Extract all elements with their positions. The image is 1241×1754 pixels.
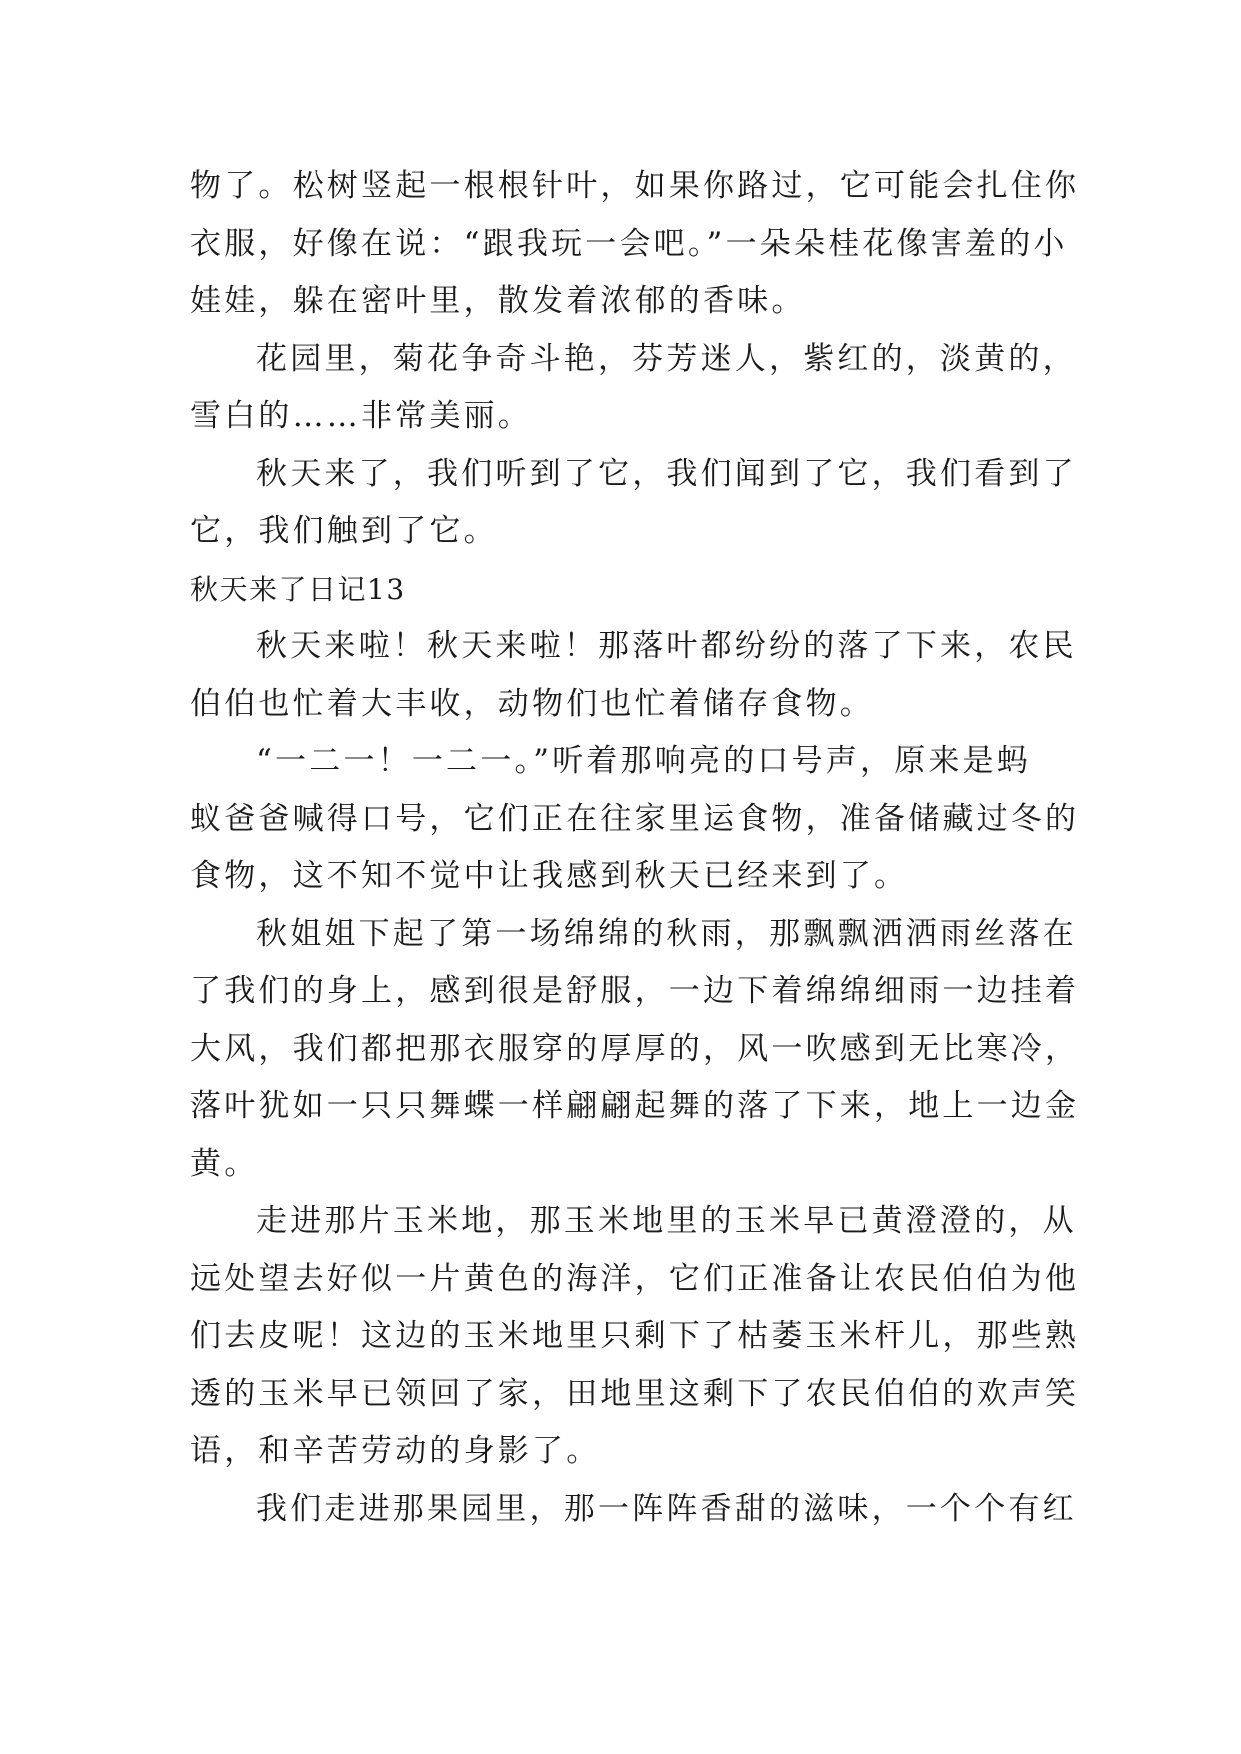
text-line: 物了。松树竖起一根根针叶，如果你路过，它可能会扎住你: [190, 168, 1080, 204]
text-line: 衣服，好像在说：“跟我玩一会吧。”一朵朵桂花像害羞的小: [190, 225, 1068, 262]
text-line: 透的玉米早已领回了家，田地里这剩下了农民伯伯的欢声笑: [190, 1375, 1080, 1412]
text-line: 雪白的……非常美丽。: [190, 398, 532, 434]
text-line: 远处望去好似一片黄色的海洋，它们正准备让农民伯伯为他: [190, 1260, 1080, 1297]
text-line: 食物，这不知不觉中让我感到秋天已经来到了。: [190, 858, 909, 894]
text-line: 大风，我们都把那衣服穿的厚厚的，风一吹感到无比寒冷，: [190, 1030, 1080, 1067]
paragraph: [190, 158, 1080, 331]
text-line: 黄。: [190, 1145, 259, 1182]
paragraph: [190, 906, 1080, 1194]
text-line: 蚁爸爸喊得口号，它们正在往家里运食物，准备储藏过冬的: [190, 800, 1080, 837]
text-line: 了我们的身上，感到很是舒服，一边下着绵绵细雨一边挂着: [190, 973, 1080, 1009]
paragraph: [190, 446, 1077, 561]
text-line: 语，和辛苦劳动的身影了。: [190, 1433, 601, 1469]
text-line: 伯伯也忙着大丰收，动物们也忙着储存食物。: [190, 685, 874, 722]
document-page: [190, 158, 1080, 1538]
text-line: 秋天来了，我们听到了它，我们闻到了它，我们看到了: [256, 455, 1077, 492]
paragraph: [190, 733, 1080, 906]
text-line: 走进那片玉米地，那玉米地里的玉米早已黄澄澄的，从: [256, 1203, 1077, 1239]
text-line: 们去皮呢！这边的玉米地里只剩下了枯萎玉米杆儿，那些熟: [190, 1318, 1080, 1354]
text-line: 秋天来啦！秋天来啦！那落叶都纷纷的落了下来，农民: [256, 628, 1077, 664]
text-line: “一二一！一二一。”听着那响亮的口号声，原来是蚂: [256, 743, 1031, 779]
paragraph: [190, 331, 1077, 446]
text-line: 它，我们触到了它。: [190, 513, 498, 549]
text-line: 我们走进那果园里，那一阵阵香甜的滋味，一个个有红: [256, 1490, 1077, 1527]
paragraph: [190, 618, 1077, 733]
text-line: 娃娃，躲在密叶里，散发着浓郁的香味。: [190, 283, 806, 319]
section-heading: 秋天来了日记13: [190, 572, 406, 606]
text-line: 落叶犹如一只只舞蝶一样翩翩起舞的落了下来，地上一边金: [190, 1088, 1080, 1124]
text-line: 花园里，菊花争奇斗艳，芬芳迷人，紫红的，淡黄的，: [256, 340, 1077, 377]
paragraph: [190, 1193, 1080, 1481]
text-line: 秋姐姐下起了第一场绵绵的秋雨，那飘飘洒洒雨丝落在: [256, 915, 1077, 952]
paragraph: [190, 1481, 1077, 1539]
